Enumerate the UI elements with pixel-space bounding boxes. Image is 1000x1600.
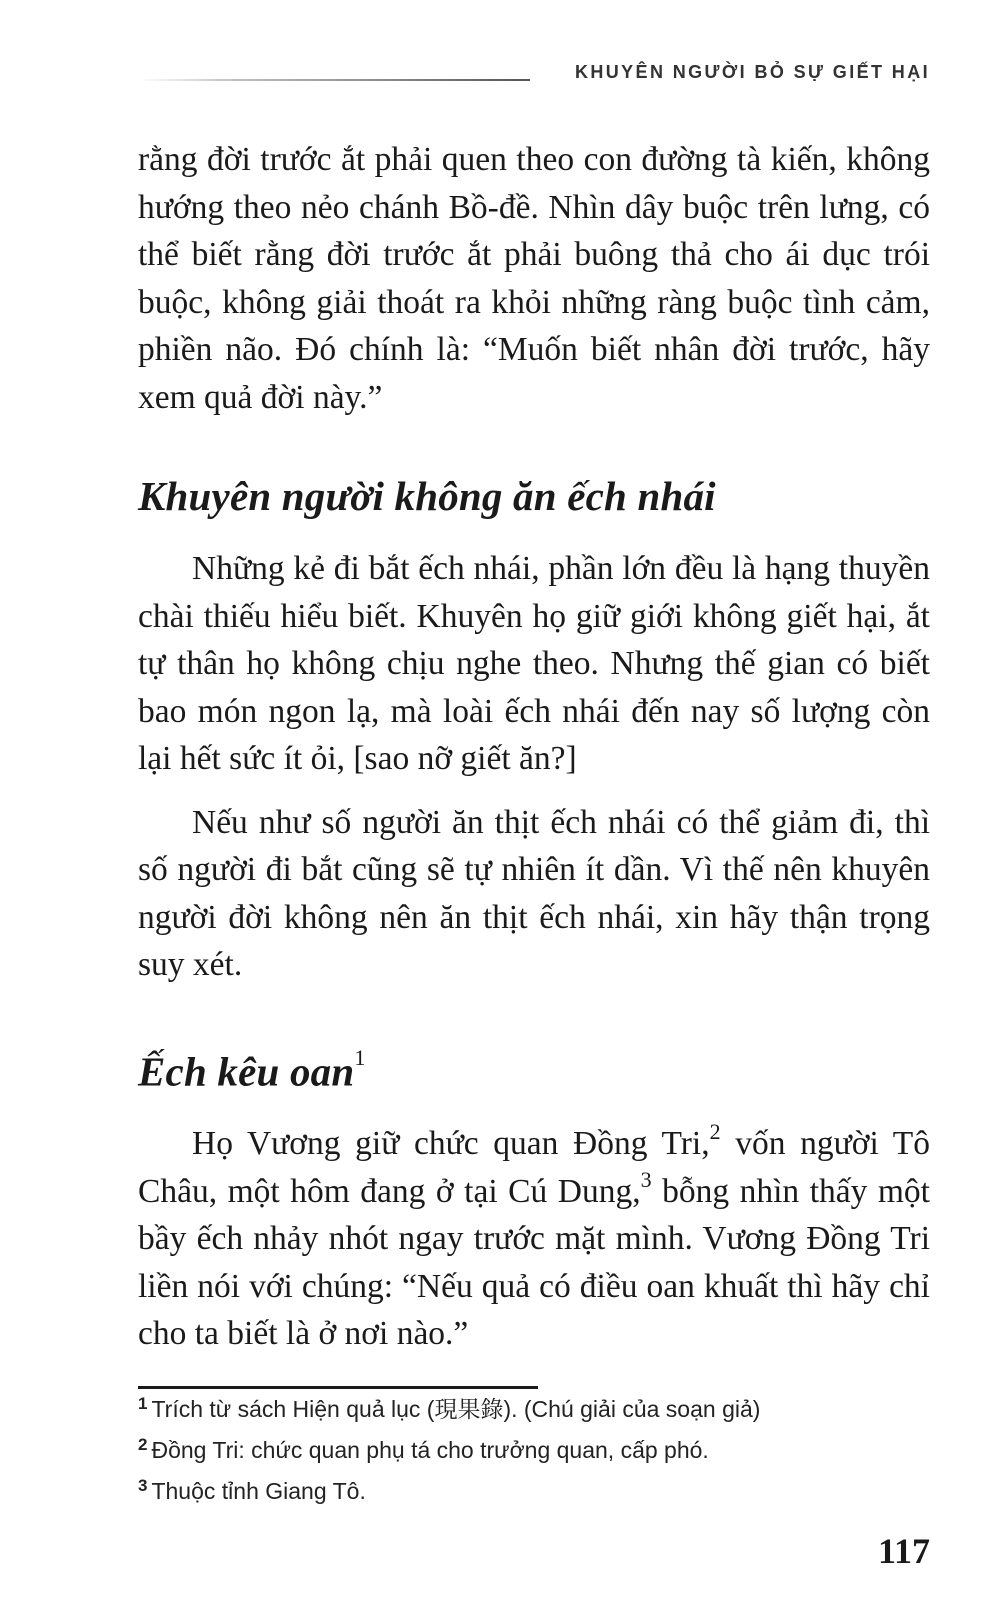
- footnote-rule: [138, 1386, 538, 1389]
- section1-paragraph-2: Nếu như số người ăn thịt ếch nhái có thể giảm đi, thì số người đi bắt cũng sẽ tự nhiên ít dần. Vì thế nên khuyên người đời không nên ăn thịt ếch nhái, xin hãy thận trọng suy xét.: [138, 803, 930, 983]
- header-rule: [138, 79, 530, 81]
- footnote-ref-3: 3: [640, 1166, 652, 1192]
- section2-text-part2: vốn người Tô Châu, một hôm đang ở tại Cú Dung,: [138, 1125, 931, 1210]
- footnote-2: [138, 1431, 938, 1472]
- page-body: [138, 136, 930, 1358]
- section2-text-part1: Họ Vương giữ chức quan Đồng Tri,: [192, 1125, 710, 1163]
- section-heading-frog-injustice: [138, 1039, 930, 1097]
- section-heading-frogs: Khuyên người không ăn ếch nhái: [138, 473, 716, 519]
- running-title: KHUYÊN NGƯỜI BỎ SỰ GIẾT HẠI: [574, 62, 930, 82]
- section2-heading-text: Ếch kêu oan: [138, 1048, 355, 1095]
- footnote-number: 1: [138, 1394, 148, 1413]
- section2-text-part3: bỗng nhìn thấy một bầy ếch nhảy nhót ngay trước mặt mình. Vương Đồng Tri liền nói với chúng: “Nếu quả có điều oan khuất thì hãy chỉ cho ta biết là ở nơi nào.”: [138, 1172, 930, 1353]
- intro-paragraph: rằng đời trước ắt phải quen theo con đường tà kiến, không hướng theo nẻo chánh Bồ-đề. Nhìn dây buộc trên lưng, có thể biết rằng đời trước ắt phải buông thả cho ái dục trói buộc, không giải thoát ra khỏi những ràng buộc tình cảm, phiền não. Đó chính là: “Muốn biết nhân đời trước, hãy xem quả đời này.”: [138, 141, 930, 416]
- running-header: [138, 60, 930, 88]
- section1-paragraph-1: Những kẻ đi bắt ếch nhái, phần lớn đều là hạng thuyền chài thiếu hiểu biết. Khuyên họ giữ giới không giết hại, ắt tự thân họ không chịu nghe theo. Nhưng thế gian có biết bao món ngon lạ, mà loài ếch nhái đến nay số lượng còn lại hết sức ít ỏi, [sao nỡ giết ăn?]: [138, 550, 930, 777]
- footnotes: [138, 1390, 938, 1513]
- footnote-1: [138, 1390, 938, 1431]
- footnote-ref-2: 2: [709, 1119, 721, 1144]
- footnote-text: Thuộc tỉnh Giang Tô.: [151, 1478, 366, 1504]
- section2-paragraph: [138, 1120, 930, 1358]
- footnote-number: 2: [138, 1435, 148, 1454]
- footnote-text: Đồng Tri: chức quan phụ tá cho trưởng quan, cấp phó.: [151, 1437, 709, 1463]
- footnote-text: Trích từ sách Hiện quả lục (現果錄). (Chú giải của soạn giả): [151, 1396, 761, 1422]
- page-number: 117: [877, 1531, 930, 1571]
- footnote-ref-1: 1: [354, 1044, 366, 1070]
- footnote-number: 3: [138, 1476, 148, 1495]
- footnote-3: [138, 1472, 938, 1513]
